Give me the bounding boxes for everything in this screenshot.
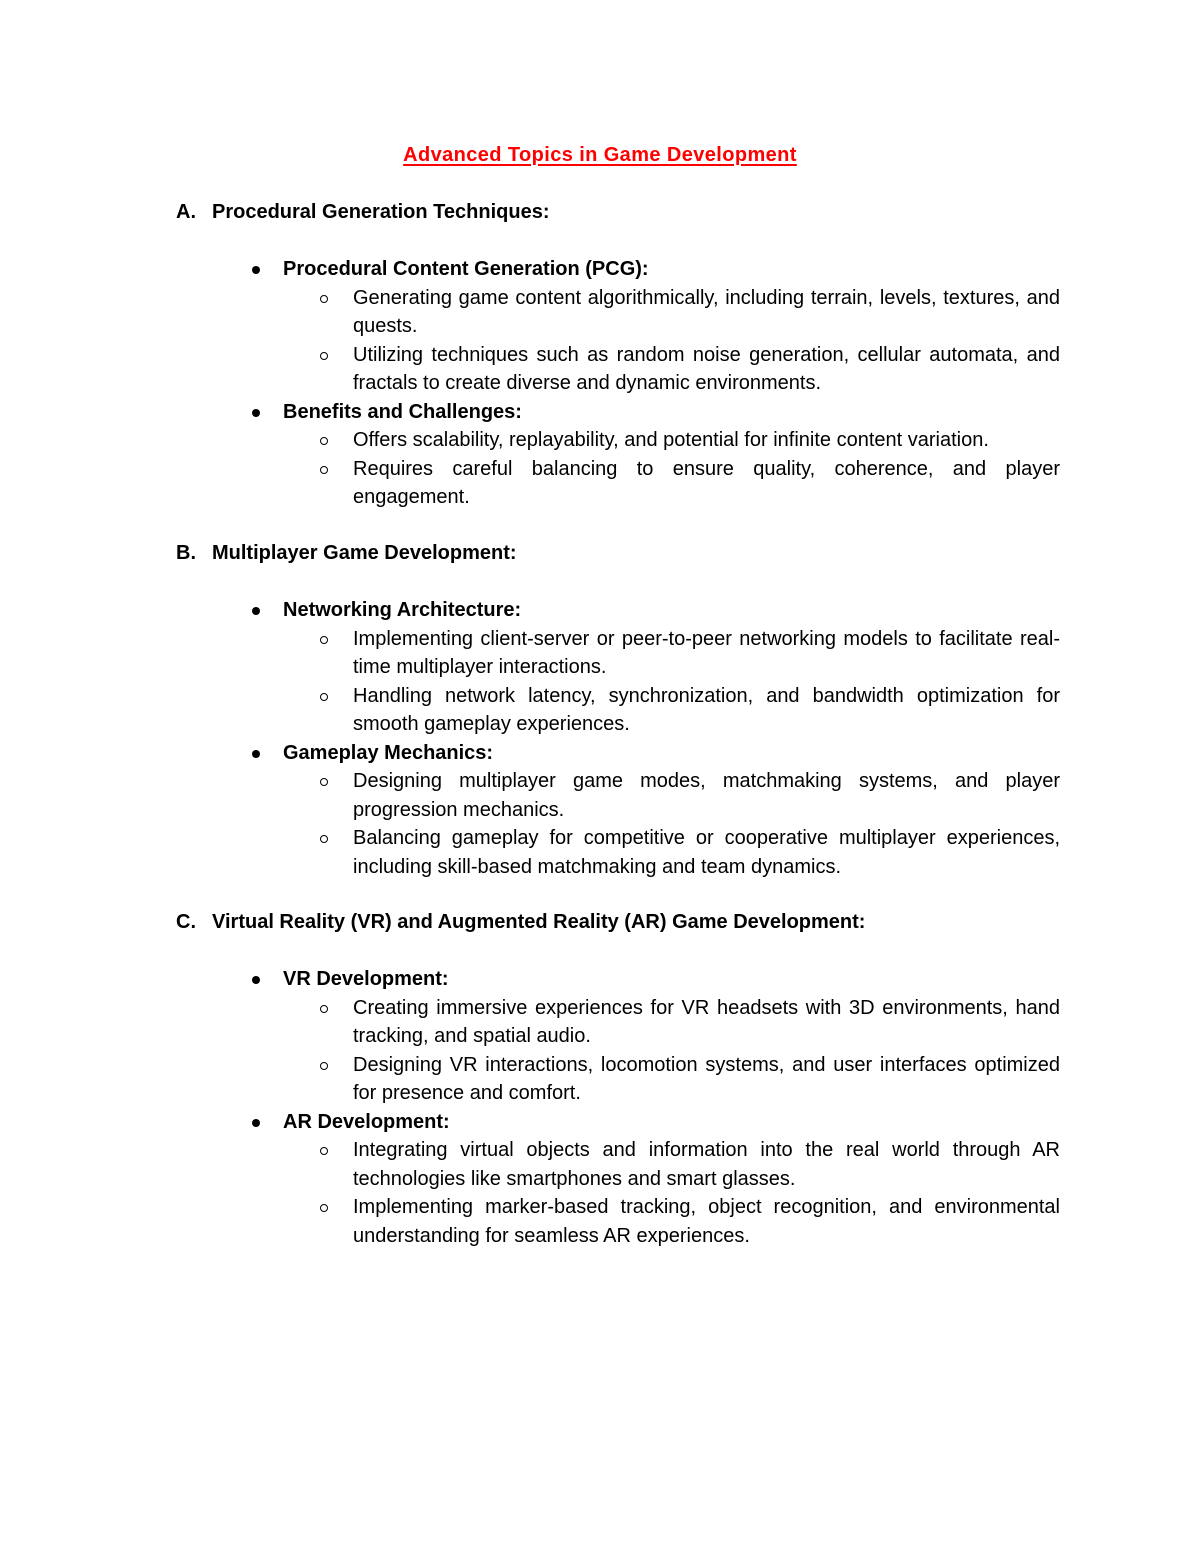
sub-item-text: Designing VR interactions, locomotion systems, and user interfaces optimized for presence and comfort. <box>353 1053 1060 1104</box>
sub-item-text: Offers scalability, replayability, and potential for infinite content variation. <box>353 429 989 451</box>
sub-item-text: Requires careful balancing to ensure quality, coherence, and player engagement. <box>353 457 1060 508</box>
circle-bullet-icon <box>320 778 328 786</box>
sub-item <box>176 994 1060 1051</box>
sub-item-text: Designing multiplayer game modes, matchmaking systems, and player progression mechanics. <box>353 770 1060 821</box>
bullet-item <box>176 965 1060 994</box>
sub-item <box>176 1051 1060 1108</box>
circle-bullet-icon <box>320 636 328 644</box>
bullet-dot-icon <box>252 976 260 984</box>
section-title: Procedural Generation Techniques: <box>212 201 550 223</box>
bullet-item <box>176 596 1060 625</box>
bullet-label: VR Development: <box>283 968 449 990</box>
bullet-group <box>176 1108 1060 1251</box>
bullet-dot-icon <box>252 750 260 758</box>
bullet-label: Gameplay Mechanics: <box>283 741 494 764</box>
section-letter: C. <box>176 911 196 933</box>
section-multiplayer <box>176 539 1060 881</box>
sub-item <box>176 455 1060 512</box>
sub-item <box>176 341 1060 398</box>
bullet-label: Networking Architecture: <box>283 599 522 621</box>
bullet-item <box>176 1108 1060 1137</box>
sub-item <box>176 1193 1060 1250</box>
sub-item-text: Implementing marker-based tracking, object recognition, and environmental understanding for seamless AR experiences. <box>353 1196 1060 1247</box>
sub-item <box>176 1136 1060 1193</box>
bullet-group <box>176 596 1060 739</box>
bullet-item <box>176 739 1060 768</box>
bullet-dot-icon <box>252 1119 260 1127</box>
sub-item <box>176 767 1060 824</box>
circle-bullet-icon <box>320 1062 328 1070</box>
sub-item-text: Generating game content algorithmically, including terrain, levels, textures, and quests. <box>353 286 1060 337</box>
section-heading <box>176 908 1060 936</box>
bullet-group <box>176 398 1060 512</box>
bullet-group <box>176 739 1060 882</box>
bullet-group <box>176 255 1060 398</box>
section-heading <box>176 198 1060 226</box>
sub-item <box>176 284 1060 341</box>
circle-bullet-icon <box>320 1204 328 1212</box>
sub-item <box>176 682 1060 739</box>
sub-item <box>176 625 1060 682</box>
circle-bullet-icon <box>320 1147 328 1155</box>
section-vr-ar <box>176 908 1060 1250</box>
circle-bullet-icon <box>320 295 328 303</box>
section-title: Multiplayer Game Development: <box>212 542 517 564</box>
sub-item-text: Integrating virtual objects and information into the real world through AR technologies like smartphones and smart glasses. <box>353 1139 1060 1190</box>
section-procedural-generation <box>176 198 1060 512</box>
document-title: Advanced Topics in Game Development <box>403 144 797 166</box>
sub-item-text: Utilizing techniques such as random noise generation, cellular automata, and fractals to create diverse and dynamic environments. <box>353 343 1060 394</box>
circle-bullet-icon <box>320 437 328 445</box>
circle-bullet-icon <box>320 693 328 701</box>
sub-item-text: Implementing client-server or peer-to-peer networking models to facilitate real-time multiplayer interactions. <box>353 627 1060 678</box>
bullet-dot-icon <box>252 266 260 274</box>
section-letter: B. <box>176 542 196 564</box>
section-title: Virtual Reality (VR) and Augmented Reality (AR) Game Development: <box>212 911 866 933</box>
circle-bullet-icon <box>320 1005 328 1013</box>
sub-item <box>176 426 1060 455</box>
bullet-item <box>176 255 1060 284</box>
section-heading <box>176 539 1060 567</box>
section-letter: A. <box>176 201 196 223</box>
circle-bullet-icon <box>320 466 328 474</box>
sub-item <box>176 824 1060 881</box>
circle-bullet-icon <box>320 352 328 360</box>
sub-item-text: Handling network latency, synchronization, and bandwidth optimization for smooth gameplay experiences. <box>353 684 1060 735</box>
sub-item-text: Creating immersive experiences for VR headsets with 3D environments, hand tracking, and spatial audio. <box>353 996 1060 1047</box>
bullet-group <box>176 965 1060 1108</box>
bullet-dot-icon <box>252 607 260 615</box>
circle-bullet-icon <box>320 835 328 843</box>
bullet-label: AR Development: <box>283 1110 450 1133</box>
bullet-label: Procedural Content Generation (PCG): <box>283 258 649 280</box>
sub-item-text: Balancing gameplay for competitive or cooperative multiplayer experiences, including skill-based matchmaking and team dynamics. <box>353 827 1060 878</box>
bullet-label: Benefits and Challenges: <box>283 400 522 423</box>
bullet-item <box>176 398 1060 427</box>
bullet-dot-icon <box>252 409 260 417</box>
